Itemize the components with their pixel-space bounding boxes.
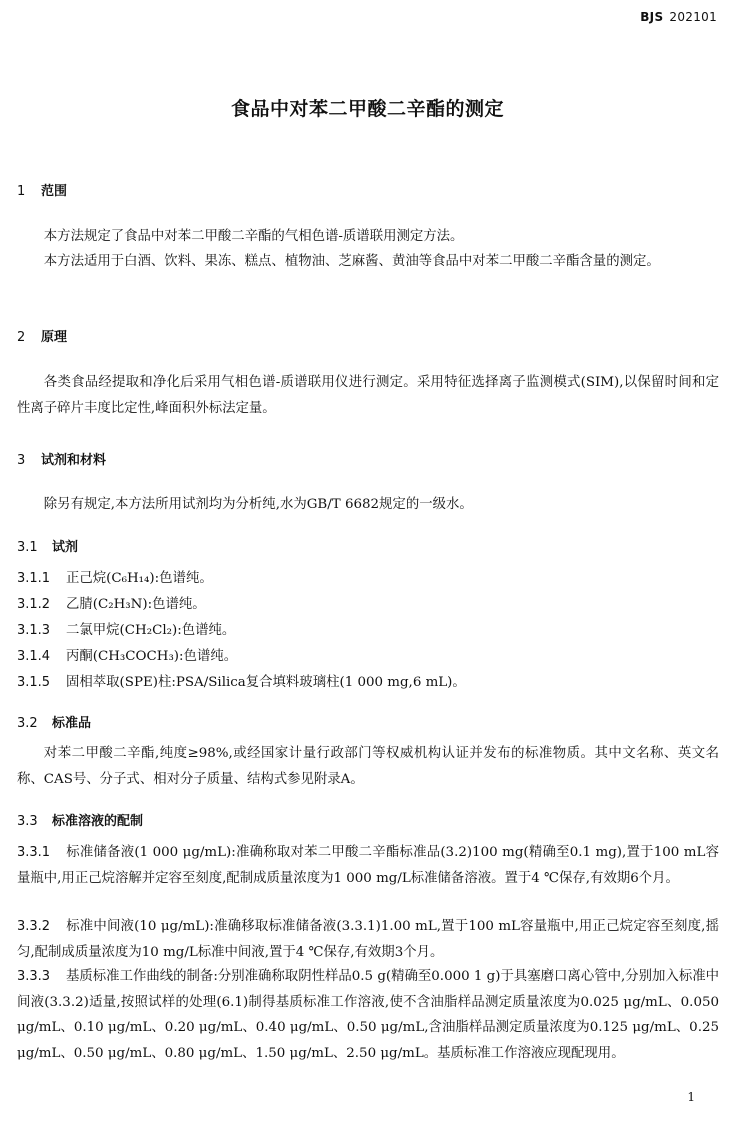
section-title: 试剂和材料 — [41, 453, 107, 468]
subsection-title: 试剂 — [52, 540, 79, 555]
subsection-heading-3-3 — [17, 810, 143, 829]
item-text: 固相萃取(SPE)柱:PSA/Silica复合填料玻璃柱(1 000 mg,6 mL)。 — [66, 675, 466, 690]
section-heading-2 — [17, 326, 67, 345]
solution-item — [17, 914, 719, 965]
section-number: 2 — [17, 330, 26, 345]
item-number: 3.3.3 — [17, 969, 51, 984]
standard-code: 202101 — [669, 10, 717, 24]
principle-paragraph: 各类食品经提取和净化后采用气相色谱-质谱联用仪进行测定。采用特征选择离子监测模式(SIM),以保留时间和定性离子碎片丰度比定性,峰面积外标法定量。 — [17, 375, 719, 416]
subsection-number: 3.3 — [17, 814, 38, 829]
section-number: 1 — [17, 184, 26, 199]
item-text: 二氯甲烷(CH₂Cl₂):色谱纯。 — [66, 623, 236, 638]
reagent-item — [17, 670, 719, 696]
subsection-heading-3-1 — [17, 536, 78, 555]
document-title: 食品中对苯二甲酸二辛酯的测定 — [230, 98, 504, 120]
section-heading-3 — [17, 449, 106, 468]
item-text: 标准储备液(1 000 μg/mL):准确称取对苯二甲酸二辛酯标准品(3.2)100 mg(精确至0.1 mg),置于100 mL容量瓶中,用正己烷溶解并定容至刻度,配制成质量浓度为1 000 mg/L标准储备溶液。置于4 ℃保存,有效期6个月。 — [17, 845, 719, 886]
item-number: 3.1.3 — [17, 623, 51, 638]
section-title: 范围 — [41, 184, 68, 199]
item-text: 丙酮(CH₃COCH₃):色谱纯。 — [66, 649, 238, 664]
reagent-item — [17, 618, 719, 644]
reagent-item — [17, 644, 719, 670]
item-number: 3.3.2 — [17, 919, 51, 934]
subsection-number: 3.1 — [17, 540, 38, 555]
subsection-title: 标准溶液的配制 — [52, 814, 144, 829]
standard-substance-paragraph: 对苯二甲酸二辛酯,纯度≥98%,或经国家计量行政部门等权威机构认证并发布的标准物质。其中文名称、英文名称、CAS号、分子式、相对分子质量、结构式参见附录A。 — [17, 746, 719, 787]
solution-item — [17, 840, 719, 891]
item-text: 基质标准工作曲线的制备:分别准确称取阴性样品0.5 g(精确至0.000 1 g)于具塞磨口离心管中,分别加入标准中间液(3.3.2)适量,按照试样的处理(6.1)制得基质标准工作溶液,使不含油脂样品测定质量浓度为0.025 μg/mL、0.050 μg/mL、0.10 μg/mL、0.20 μg/mL、0.40 μg/mL、0.50 μg/mL,含油脂样品测定质量浓度为0.125 μg/mL、0.25 μg/mL、0.50 μg/mL、0.80 μg/mL、1.50 μg/mL、2.50 μg/mL。基质标准工作溶液应现配现用。 — [17, 969, 719, 1061]
reagent-item — [17, 592, 719, 618]
standard-prefix: BJS — [640, 10, 664, 24]
subsection-title: 标准品 — [52, 716, 92, 731]
section-title: 原理 — [41, 330, 68, 345]
item-number: 3.1.4 — [17, 649, 51, 664]
item-number: 3.1.5 — [17, 675, 51, 690]
item-number: 3.3.1 — [17, 845, 51, 860]
reagent-item — [17, 566, 719, 592]
standard-code-header — [640, 10, 717, 24]
subsection-heading-3-2 — [17, 712, 91, 731]
page-number: 1 — [687, 1090, 695, 1104]
item-number: 3.1.1 — [17, 571, 51, 586]
item-text: 标准中间液(10 μg/mL):准确移取标准储备液(3.3.1)1.00 mL,置于100 mL容量瓶中,用正己烷定容至刻度,摇匀,配制成质量浓度为10 mg/L标准中间液,置于4 ℃保存,有效期3个月。 — [17, 919, 719, 960]
item-text: 乙腈(C₂H₃N):色谱纯。 — [66, 597, 206, 612]
subsection-number: 3.2 — [17, 716, 38, 731]
reagents-intro-paragraph: 除另有规定,本方法所用试剂均为分析纯,水为GB/T 6682规定的一级水。 — [43, 497, 473, 512]
item-number: 3.1.2 — [17, 597, 51, 612]
solution-item — [17, 964, 719, 1066]
section-number: 3 — [17, 453, 26, 468]
item-text: 正己烷(C₆H₁₄):色谱纯。 — [66, 571, 213, 586]
section-heading-1 — [17, 180, 67, 199]
scope-paragraph-2: 本方法适用于白酒、饮料、果冻、糕点、植物油、芝麻酱、黄油等食品中对苯二甲酸二辛酯含量的测定。 — [43, 254, 660, 269]
scope-paragraph-1: 本方法规定了食品中对苯二甲酸二辛酯的气相色谱-质谱联用测定方法。 — [43, 229, 464, 244]
